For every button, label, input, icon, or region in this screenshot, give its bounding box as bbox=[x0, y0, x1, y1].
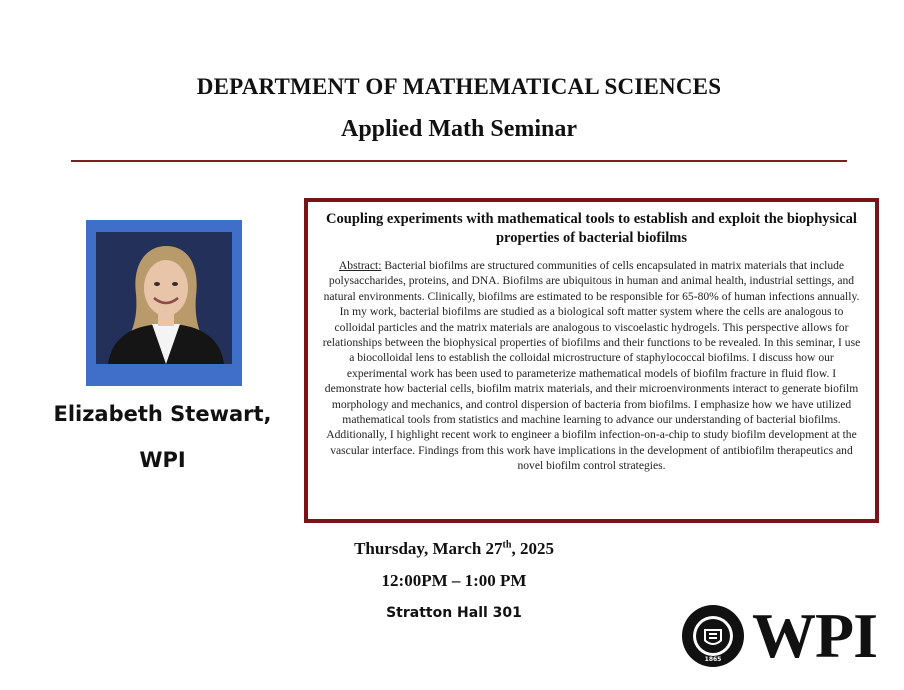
speaker-portrait-illustration bbox=[96, 232, 232, 364]
event-date bbox=[304, 539, 604, 559]
wpi-seal-icon bbox=[680, 603, 746, 669]
seal-year: 1865 bbox=[704, 656, 722, 663]
abstract-label: Abstract: bbox=[338, 259, 382, 272]
wpi-wordmark: WPI bbox=[752, 600, 877, 671]
speaker-institution: WPI bbox=[139, 448, 186, 472]
abstract-text: Bacterial biofilms are structured communities of cells encapsulated in matrix materials that include polysaccharides, proteins, and DNA. Biofilms are ubiquitous in human and animal health, industrial settings, and natural environments. Clinically, biofilms are estimated to be responsible for 65-80% of human infections annually. In my work, bacterial biofilms are studied as a biological soft matter system where the cells are analogous to colloidal particles and the matrix materials are analogous to viscoelastic hydrogels. This perspective allows for relationships between the biophysical properties of biofilms and their functions to be revealed. In this seminar, I use a biocolloidal lens to establish the colloidal microstructure of staphylococcal biofilms. I discuss how our experimental work has been used to parameterize mathematical models of biofilm fracture in fluid flow. I demonstrate how bacterial cells, biofilm matrix materials, and their microenvironments interact to generate biofilm morphology and mechanics, and control dispersion of bacteria from biofilms. I emphasize how we have utilized mathematical tools from statistics and machine learning to advance our understanding of bacterial biofilms. Additionally, I highlight recent work to engineer a biofilm infection-on-a-chip to study biofilm development at the vascular interface. Findings from this work have implications in the development of antibiofilm therapeutics and novel biofilm control strategies. bbox=[322, 259, 861, 473]
speaker-photo-frame bbox=[86, 220, 242, 386]
department-heading: DEPARTMENT OF MATHEMATICAL SCIENCES bbox=[196, 74, 722, 99]
abstract-paragraph bbox=[320, 258, 863, 474]
seminar-title: Applied Math Seminar bbox=[340, 116, 577, 142]
abstract-panel bbox=[304, 198, 879, 523]
speaker-photo bbox=[96, 232, 232, 364]
wpi-logo bbox=[680, 602, 877, 670]
event-date-year: , 2025 bbox=[511, 539, 554, 558]
event-time: 12:00PM – 1:00 PM bbox=[381, 571, 527, 590]
event-date-ordinal: th bbox=[502, 539, 512, 551]
talk-title: Coupling experiments with mathematical tools to establish and exploit the biophysical properties of bacterial biofilms bbox=[326, 211, 857, 246]
divider bbox=[71, 160, 847, 162]
speaker-name: Elizabeth Stewart, bbox=[53, 402, 272, 426]
event-date-main: Thursday, March 27 bbox=[354, 539, 503, 558]
event-location: Stratton Hall 301 bbox=[386, 605, 522, 621]
